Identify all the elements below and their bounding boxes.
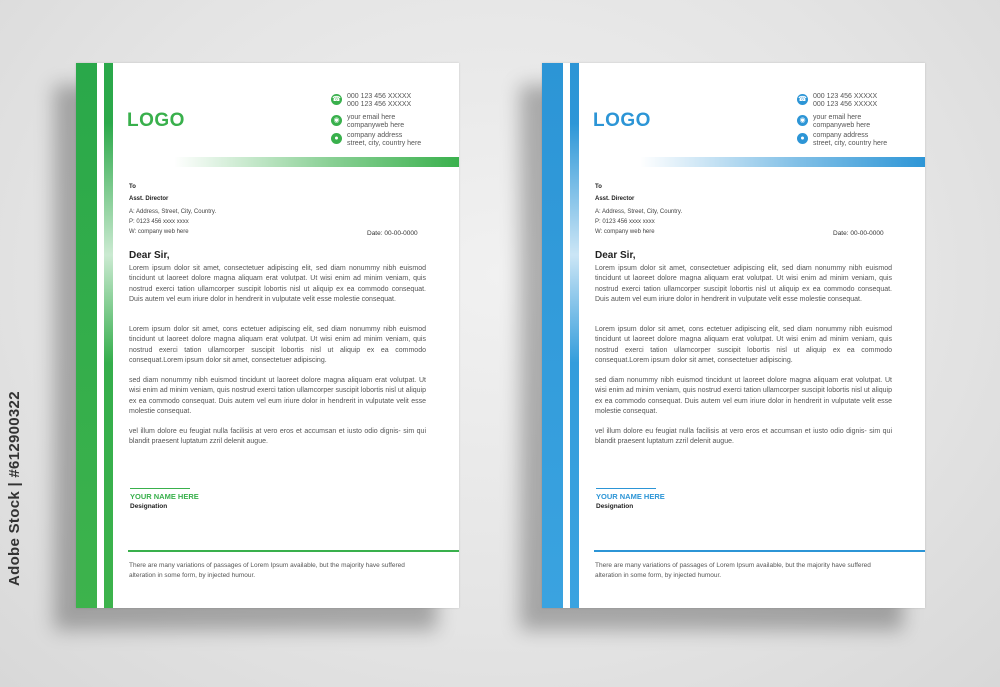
phone-line-2: 000 123 456 XXXXX [813, 101, 878, 108]
recipient-web: W: company web here [129, 229, 189, 235]
signature-designation: Designation [130, 503, 168, 510]
web-line: companyweb here [813, 122, 871, 129]
recipient-phone: P: 0123 456 xxxx xxxx [595, 219, 655, 225]
body-paragraph: Lorem ipsum dolor sit amet, consectetuer adipiscing elit, sed diam nonummy nibh euismod tincidunt ut laoreet dolore magna aliquam erat volutpat. Ut wisi enim ad minim veniam, quis nostrud exerci tation ullamcorper suscipit lobortis nisl ut aliquip ex ea commodo consequat. Duis autem vel eum iriure dolor in hendrerit in vulputate velit esse molestie consequat. [595, 265, 892, 303]
signature-name: YOUR NAME HERE [130, 492, 199, 501]
letter-date: Date: 00-00-0000 [367, 230, 418, 237]
recipient-title: Asst. Director [595, 196, 635, 202]
body-paragraph: Lorem ipsum dolor sit amet, consectetuer adipiscing elit, sed diam nonummy nibh euismod tincidunt ut laoreet dolore magna aliquam erat volutpat. Ut wisi enim ad minim veniam, quis nostrud exerci tation ullamcorper suscipit lobortis nisl ut aliquip ex ea commodo consequat. Duis autem vel eum iriure dolor in hendrerit in vulputate velit esse molestie consequat. [129, 265, 426, 303]
body-paragraph: vel illum dolore eu feugiat nulla facilisis at vero eros et accumsan et iusto odio dignis- sim qui blandit praesent luptatum zzril delenit augue. [129, 428, 426, 446]
phone-line-1: 000 123 456 XXXXX [813, 93, 878, 100]
recipient-to: To [595, 184, 602, 190]
location-pin-icon: ● [797, 133, 808, 144]
recipient-address: A: Address, Street, City, Country. [129, 209, 217, 215]
footer-text: There are many variations of passages of Lorem Ipsum available, but the majority have suffered alteration in some form, by injected humour. [129, 562, 405, 579]
recipient-block [129, 183, 216, 236]
footer-rule [128, 550, 459, 552]
header-stripe [174, 157, 459, 167]
outer-side-bar [76, 63, 97, 608]
globe-icon: ◉ [797, 115, 808, 126]
phone-icon: ☎ [332, 96, 341, 103]
recipient-phone: P: 0123 456 xxxx xxxx [129, 219, 189, 225]
greeting: Dear Sir, [595, 250, 636, 261]
recipient-address: A: Address, Street, City, Country. [595, 209, 683, 215]
greeting: Dear Sir, [129, 250, 170, 261]
body-paragraph: vel illum dolore eu feugiat nulla facilisis at vero eros et accumsan et iusto odio dignis- sim qui blandit praesent luptatum zzril delenit augue. [595, 428, 892, 446]
address-line-1: company address [813, 132, 869, 139]
body-paragraph: Lorem ipsum dolor sit amet, cons ectetuer adipiscing elit, sed diam nonummy nibh euismod tincidunt ut laoreet dolore magna aliquam erat volutpat. Ut wisi enim ad minim veniam, quis nostrud exerci tation ullamcorper suscipit lobortis nisl ut aliquip ex ea commodo consequat.Lorem ipsum dolor sit amet, consectetuer adipiscing. [595, 326, 892, 364]
inner-bar-highlight [104, 123, 113, 363]
address-line-1: company address [347, 132, 403, 139]
body-paragraph: sed diam nonummy nibh euismod tincidunt ut laoreet dolore magna aliquam erat volutpat. Ut wisi enim ad minim veniam, quis nostrud exerci tation ullamcorper suscipit lobortis nisl ut aliquip ex ea commodo consequat. Duis autem vel eum iriure dolor in hendrerit in vulputate velit esse molestie consequat. [129, 377, 426, 415]
signature-name: YOUR NAME HERE [596, 492, 665, 501]
signature-line [596, 488, 656, 489]
signature-designation: Designation [596, 503, 634, 510]
outer-side-bar [542, 63, 563, 608]
phone-icon: ☎ [798, 96, 807, 103]
footer-text: There are many variations of passages of Lorem Ipsum available, but the majority have suffered alteration in some form, by injected humour. [595, 562, 871, 579]
recipient-block [595, 183, 682, 236]
letter-date: Date: 00-00-0000 [833, 230, 884, 237]
address-line-2: street, city, country here [347, 140, 422, 147]
letterhead-blue [542, 63, 925, 608]
address-line-2: street, city, country here [813, 140, 888, 147]
logo: LOGO [127, 110, 185, 131]
footer-rule [594, 550, 925, 552]
stock-watermark-label: Adobe Stock | #612900322 [6, 391, 23, 586]
recipient-web: W: company web here [595, 229, 655, 235]
header-stripe [640, 157, 925, 167]
globe-icon: ◉ [331, 115, 342, 126]
location-pin-icon: ● [331, 133, 342, 144]
body-paragraph: Lorem ipsum dolor sit amet, cons ectetuer adipiscing elit, sed diam nonummy nibh euismod tincidunt ut laoreet dolore magna aliquam erat volutpat. Ut wisi enim ad minim veniam, quis nostrud exerci tation ullamcorper suscipit lobortis nisl ut aliquip ex ea commodo consequat.Lorem ipsum dolor sit amet, consectetuer adipiscing. [129, 326, 426, 364]
web-line: companyweb here [347, 122, 405, 129]
recipient-title: Asst. Director [129, 196, 169, 202]
letterhead-green [76, 63, 459, 608]
email-line: your email here [813, 114, 862, 121]
email-line: your email here [347, 114, 396, 121]
recipient-to: To [129, 184, 136, 190]
phone-line-1: 000 123 456 XXXXX [347, 93, 412, 100]
phone-line-2: 000 123 456 XXXXX [347, 101, 412, 108]
signature-line [130, 488, 190, 489]
inner-bar-highlight [570, 123, 579, 363]
logo: LOGO [593, 110, 651, 131]
body-paragraph: sed diam nonummy nibh euismod tincidunt ut laoreet dolore magna aliquam erat volutpat. Ut wisi enim ad minim veniam, quis nostrud exerci tation ullamcorper suscipit lobortis nisl ut aliquip ex ea commodo consequat. Duis autem vel eum iriure dolor in hendrerit in vulputate velit esse molestie consequat. [595, 377, 892, 415]
